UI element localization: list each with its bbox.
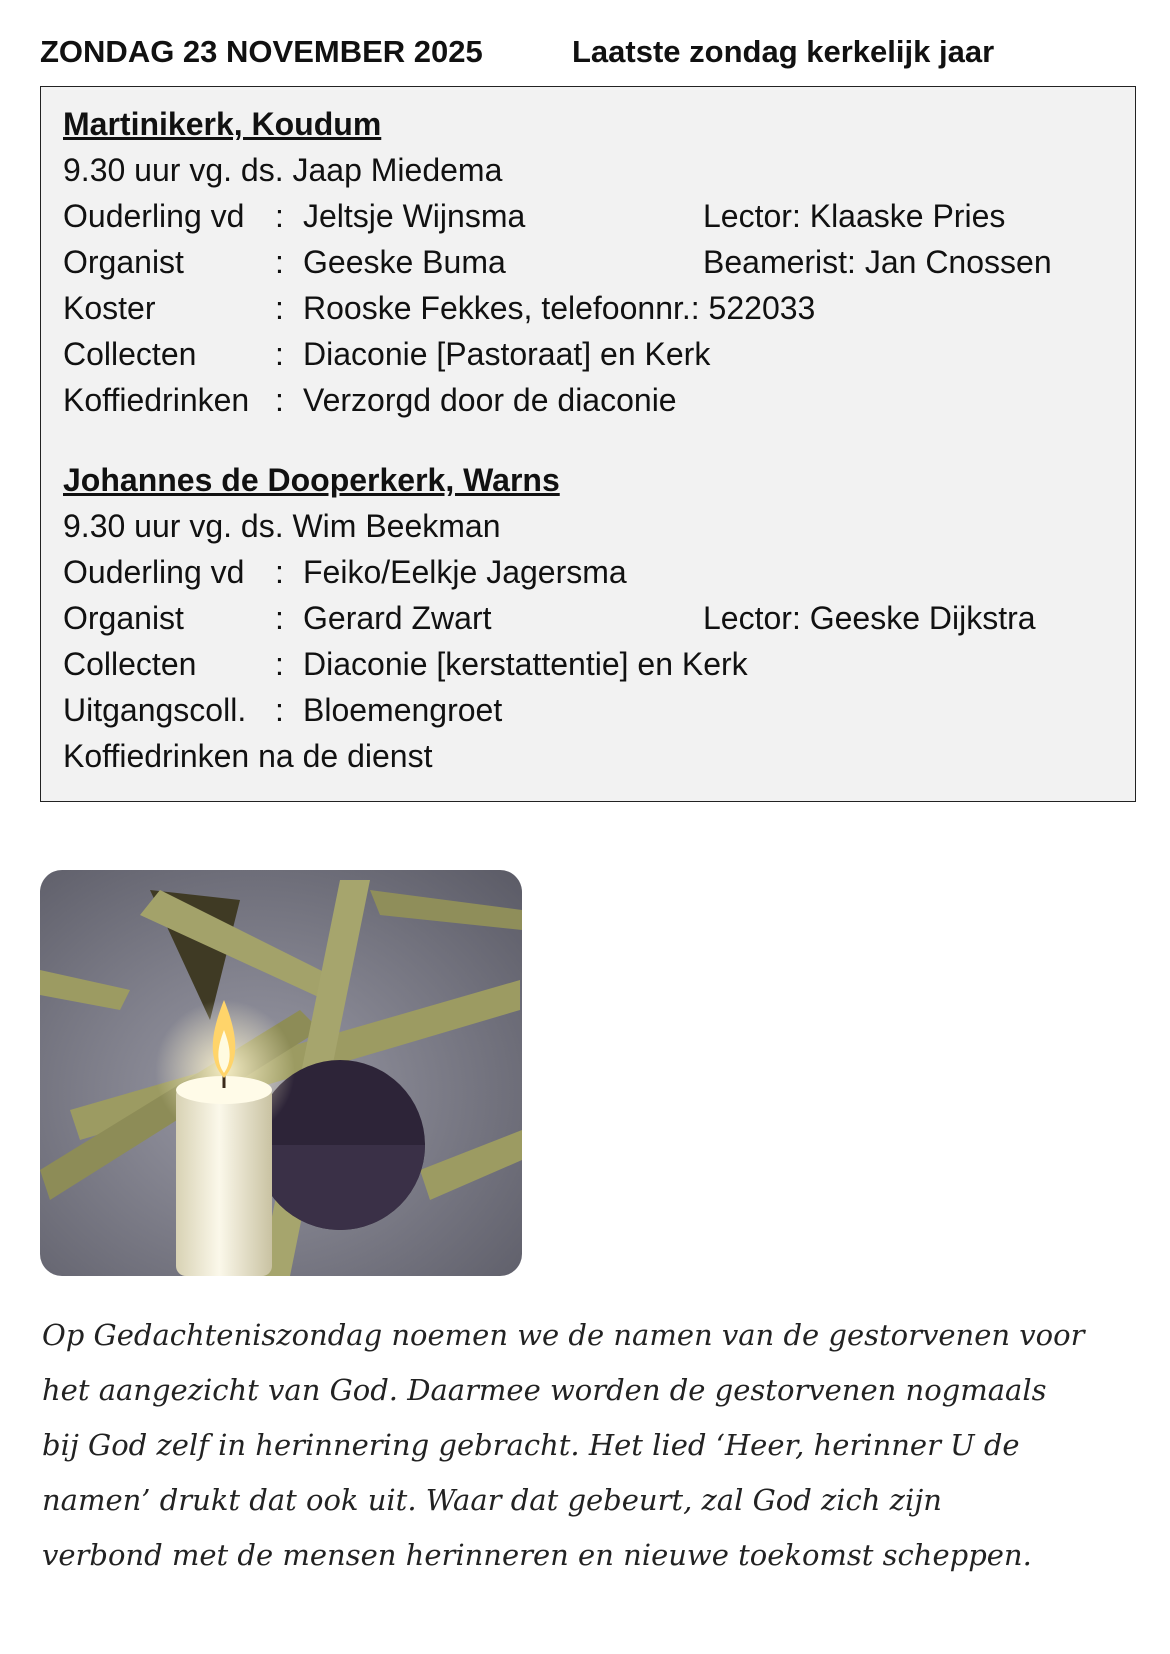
- service-row: [63, 641, 1113, 687]
- service-row: [63, 331, 1113, 377]
- row-colon: :: [275, 382, 284, 418]
- row-extra: Lector: Geeske Dijkstra: [703, 600, 1036, 636]
- service-row: [63, 687, 1113, 733]
- row-label: Collecten: [63, 646, 197, 682]
- memorial-quote: [42, 1308, 1102, 1583]
- service-row: [63, 239, 1113, 285]
- row-colon: :: [275, 600, 284, 636]
- row-colon: :: [275, 290, 284, 326]
- row-colon: :: [275, 646, 284, 682]
- service-row: [63, 377, 1113, 423]
- service-row: [63, 193, 1113, 239]
- row-label: Organist: [63, 244, 184, 280]
- quote-line: verbond met de mensen herinneren en nieuwe toekomst scheppen.: [42, 1538, 1032, 1572]
- service-date: ZONDAG 23 NOVEMBER 2025: [40, 34, 483, 69]
- row-label: Collecten: [63, 336, 197, 372]
- quote-line: bij God zelf in herinnering gebracht. Het lied ‘Heer, herinner U de: [42, 1428, 1020, 1462]
- church-title: Johannes de Dooperkerk, Warns: [63, 462, 560, 498]
- row-colon: :: [275, 198, 284, 234]
- row-label: Koster: [63, 290, 156, 326]
- row-colon: :: [275, 554, 284, 590]
- row-value: Gerard Zwart: [303, 600, 492, 636]
- row-label: Koffiedrinken: [63, 382, 250, 418]
- row-value: Jeltsje Wijnsma: [303, 198, 526, 234]
- row-label: Uitgangscoll.: [63, 692, 247, 728]
- services-box: [40, 86, 1136, 802]
- row-label: Organist: [63, 600, 184, 636]
- row-value: Geeske Buma: [303, 244, 506, 280]
- church-block: [63, 457, 1113, 779]
- church-title: Martinikerk, Koudum: [63, 106, 382, 142]
- quote-line: Op Gedachteniszondag noemen we de namen van de gestorvenen voor: [42, 1318, 1085, 1352]
- row-label: Ouderling vd: [63, 198, 245, 234]
- row-colon: :: [275, 336, 284, 372]
- row-extra: Lector: Klaaske Pries: [703, 198, 1006, 234]
- church-footer: Koffiedrinken na de dienst: [63, 738, 433, 774]
- candle-illustration: [40, 870, 522, 1276]
- service-row: [63, 549, 1113, 595]
- service-row: [63, 285, 1113, 331]
- service-time: 9.30 uur vg. ds. Jaap Miedema: [63, 152, 503, 188]
- row-value: Rooske Fekkes, telefoonnr.: 522033: [303, 290, 816, 326]
- service-subtitle: Laatste zondag kerkelijk jaar: [572, 34, 995, 69]
- row-value: Feiko/Eelkje Jagersma: [303, 554, 627, 590]
- row-colon: :: [275, 244, 284, 280]
- row-colon: :: [275, 692, 284, 728]
- church-block: [63, 101, 1113, 423]
- row-value: Diaconie [Pastoraat] en Kerk: [303, 336, 711, 372]
- quote-line: het aangezicht van God. Daarmee worden de gestorvenen nogmaals: [42, 1373, 1047, 1407]
- service-time: 9.30 uur vg. ds. Wim Beekman: [63, 508, 501, 544]
- row-value: Diaconie [kerstattentie] en Kerk: [303, 646, 748, 682]
- row-value: Verzorgd door de diaconie: [303, 382, 677, 418]
- row-label: Ouderling vd: [63, 554, 245, 590]
- church-list: [63, 101, 1113, 779]
- church-spacer: [63, 423, 1113, 457]
- candle-photo: [40, 870, 522, 1276]
- quote-line: namen’ drukt dat ook uit. Waar dat gebeurt, zal God zich zijn: [42, 1483, 942, 1517]
- row-value: Bloemengroet: [303, 692, 503, 728]
- service-row: [63, 595, 1113, 641]
- row-extra: Beamerist: Jan Cnossen: [703, 244, 1052, 280]
